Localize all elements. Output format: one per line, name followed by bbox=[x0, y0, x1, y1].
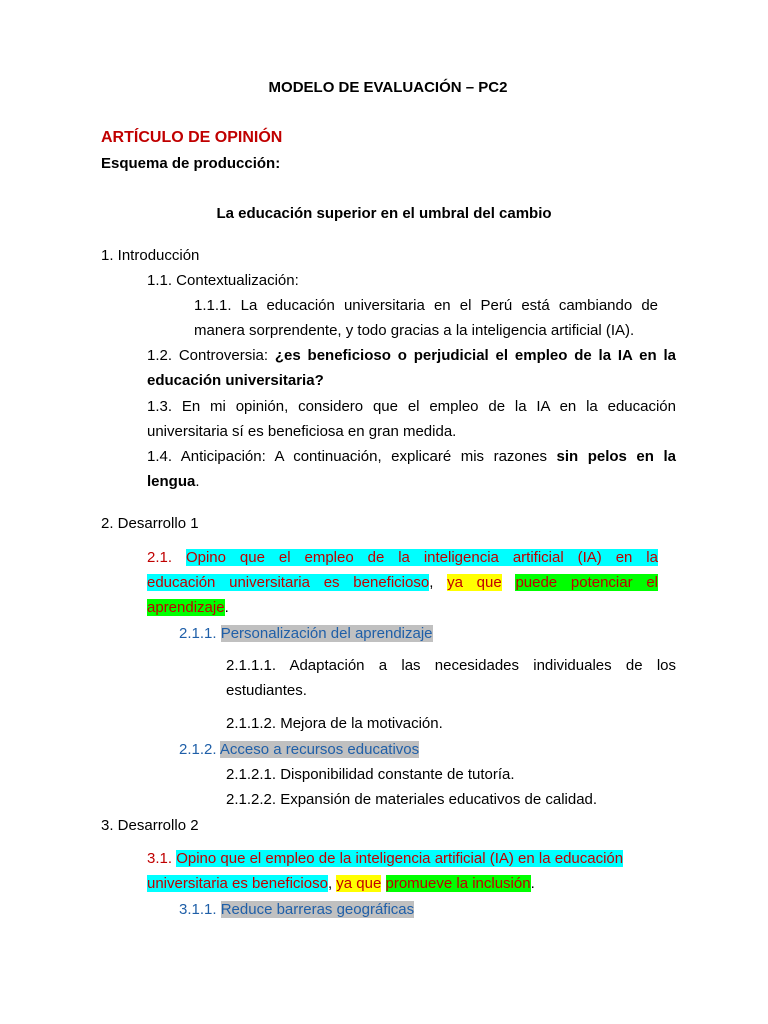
item-2-1-line1 bbox=[147, 548, 658, 568]
item-3-1-connector: ya que bbox=[336, 875, 382, 892]
item-1-2-line1 bbox=[147, 346, 676, 366]
item-2-1-line2 bbox=[147, 573, 658, 593]
item-2-1-number: 2.1. bbox=[147, 549, 186, 566]
item-3-1-1-number: 3.1.1. bbox=[179, 901, 221, 918]
item-2-1-1-1-line1: 2.1.1.1. Adaptación a las necesidades individuales de los bbox=[226, 657, 676, 674]
item-3-1-1 bbox=[179, 900, 414, 920]
item-2-1-line3 bbox=[147, 598, 229, 618]
item-2-1-comma: , bbox=[429, 574, 448, 591]
item-1-4-bold-end: lengua bbox=[147, 473, 196, 490]
document-title: MODELO DE EVALUACIÓN – PC2 bbox=[268, 79, 508, 96]
item-2-1-1 bbox=[179, 624, 433, 644]
item-2-1-2-number: 2.1.2. bbox=[179, 741, 220, 758]
item-2-1-1-number: 2.1.1. bbox=[179, 625, 221, 642]
item-3-1-line1 bbox=[147, 849, 623, 869]
item-1-3-line1: 1.3. En mi opinión, considero que el empleo de la IA en la educación bbox=[147, 398, 676, 415]
item-1-1: 1.1. Contextualización: bbox=[147, 272, 299, 289]
item-2-1-2-2: 2.1.2.2. Expansión de materiales educativos de calidad. bbox=[226, 791, 598, 808]
item-3-1-claim: Opino que el empleo de la inteligencia artificial (IA) en la educación bbox=[176, 850, 624, 867]
item-1-2-line2: educación universitaria? bbox=[147, 372, 324, 389]
item-3-1-space bbox=[381, 875, 385, 892]
item-2-1-space bbox=[502, 574, 516, 591]
item-1-4-line1 bbox=[147, 447, 676, 467]
item-1-4-text: 1.4. Anticipación: A continuación, explicaré mis razones bbox=[147, 448, 557, 465]
item-2-1-reason: puede potenciar el bbox=[515, 574, 658, 591]
item-2-1-reason-end: aprendizaje bbox=[147, 599, 225, 616]
item-3-1-reason: promueve la inclusión bbox=[385, 875, 531, 892]
item-3-1-line2 bbox=[147, 874, 535, 894]
dev1-heading: 2. Desarrollo 1 bbox=[101, 515, 199, 532]
item-1-3-line2: universitaria sí es beneficiosa en gran medida. bbox=[147, 423, 457, 440]
intro-heading: 1. Introducción bbox=[101, 247, 200, 264]
item-1-4-period: . bbox=[195, 473, 200, 490]
item-2-1-claim: Opino que el empleo de la inteligencia artificial (IA) en la bbox=[185, 549, 658, 566]
section-heading: ARTÍCULO DE OPINIÓN bbox=[101, 129, 283, 146]
item-2-1-2-text: Acceso a recursos educativos bbox=[219, 741, 420, 758]
item-1-4-line2 bbox=[147, 472, 200, 492]
item-1-1-1-line2: manera sorprendente, y todo gracias a la inteligencia artificial (IA). bbox=[194, 322, 635, 339]
item-2-1-claim-end: educación universitaria es beneficioso bbox=[147, 574, 430, 591]
item-2-1-1-2: 2.1.1.2. Mejora de la motivación. bbox=[226, 715, 443, 732]
item-2-1-2 bbox=[179, 740, 419, 760]
item-1-2-prefix: 1.2. Controversia: bbox=[147, 347, 275, 364]
item-3-1-period: . bbox=[530, 875, 535, 892]
item-2-1-period: . bbox=[224, 599, 229, 616]
essay-title: La educación superior en el umbral del cambio bbox=[216, 205, 552, 222]
item-1-1-1-line1: 1.1.1. La educación universitaria en el Perú está cambiando de bbox=[194, 297, 658, 314]
item-1-4-bold: sin pelos en la bbox=[556, 448, 676, 465]
item-1-2-question: ¿es beneficioso o perjudicial el empleo de la IA en la bbox=[274, 347, 676, 364]
scheme-label: Esquema de producción: bbox=[101, 155, 281, 172]
item-2-1-1-text: Personalización del aprendizaje bbox=[220, 625, 433, 642]
item-2-1-connector: ya que bbox=[447, 574, 502, 591]
item-2-1-2-1: 2.1.2.1. Disponibilidad constante de tutoría. bbox=[226, 766, 515, 783]
item-2-1-1-1-line2: estudiantes. bbox=[226, 682, 307, 699]
item-3-1-1-text: Reduce barreras geográficas bbox=[220, 901, 415, 918]
dev2-heading: 3. Desarrollo 2 bbox=[101, 817, 199, 834]
item-3-1-comma: , bbox=[327, 875, 337, 892]
item-3-1-number: 3.1. bbox=[147, 850, 177, 867]
item-3-1-claim-end: universitaria es beneficioso bbox=[147, 875, 328, 892]
